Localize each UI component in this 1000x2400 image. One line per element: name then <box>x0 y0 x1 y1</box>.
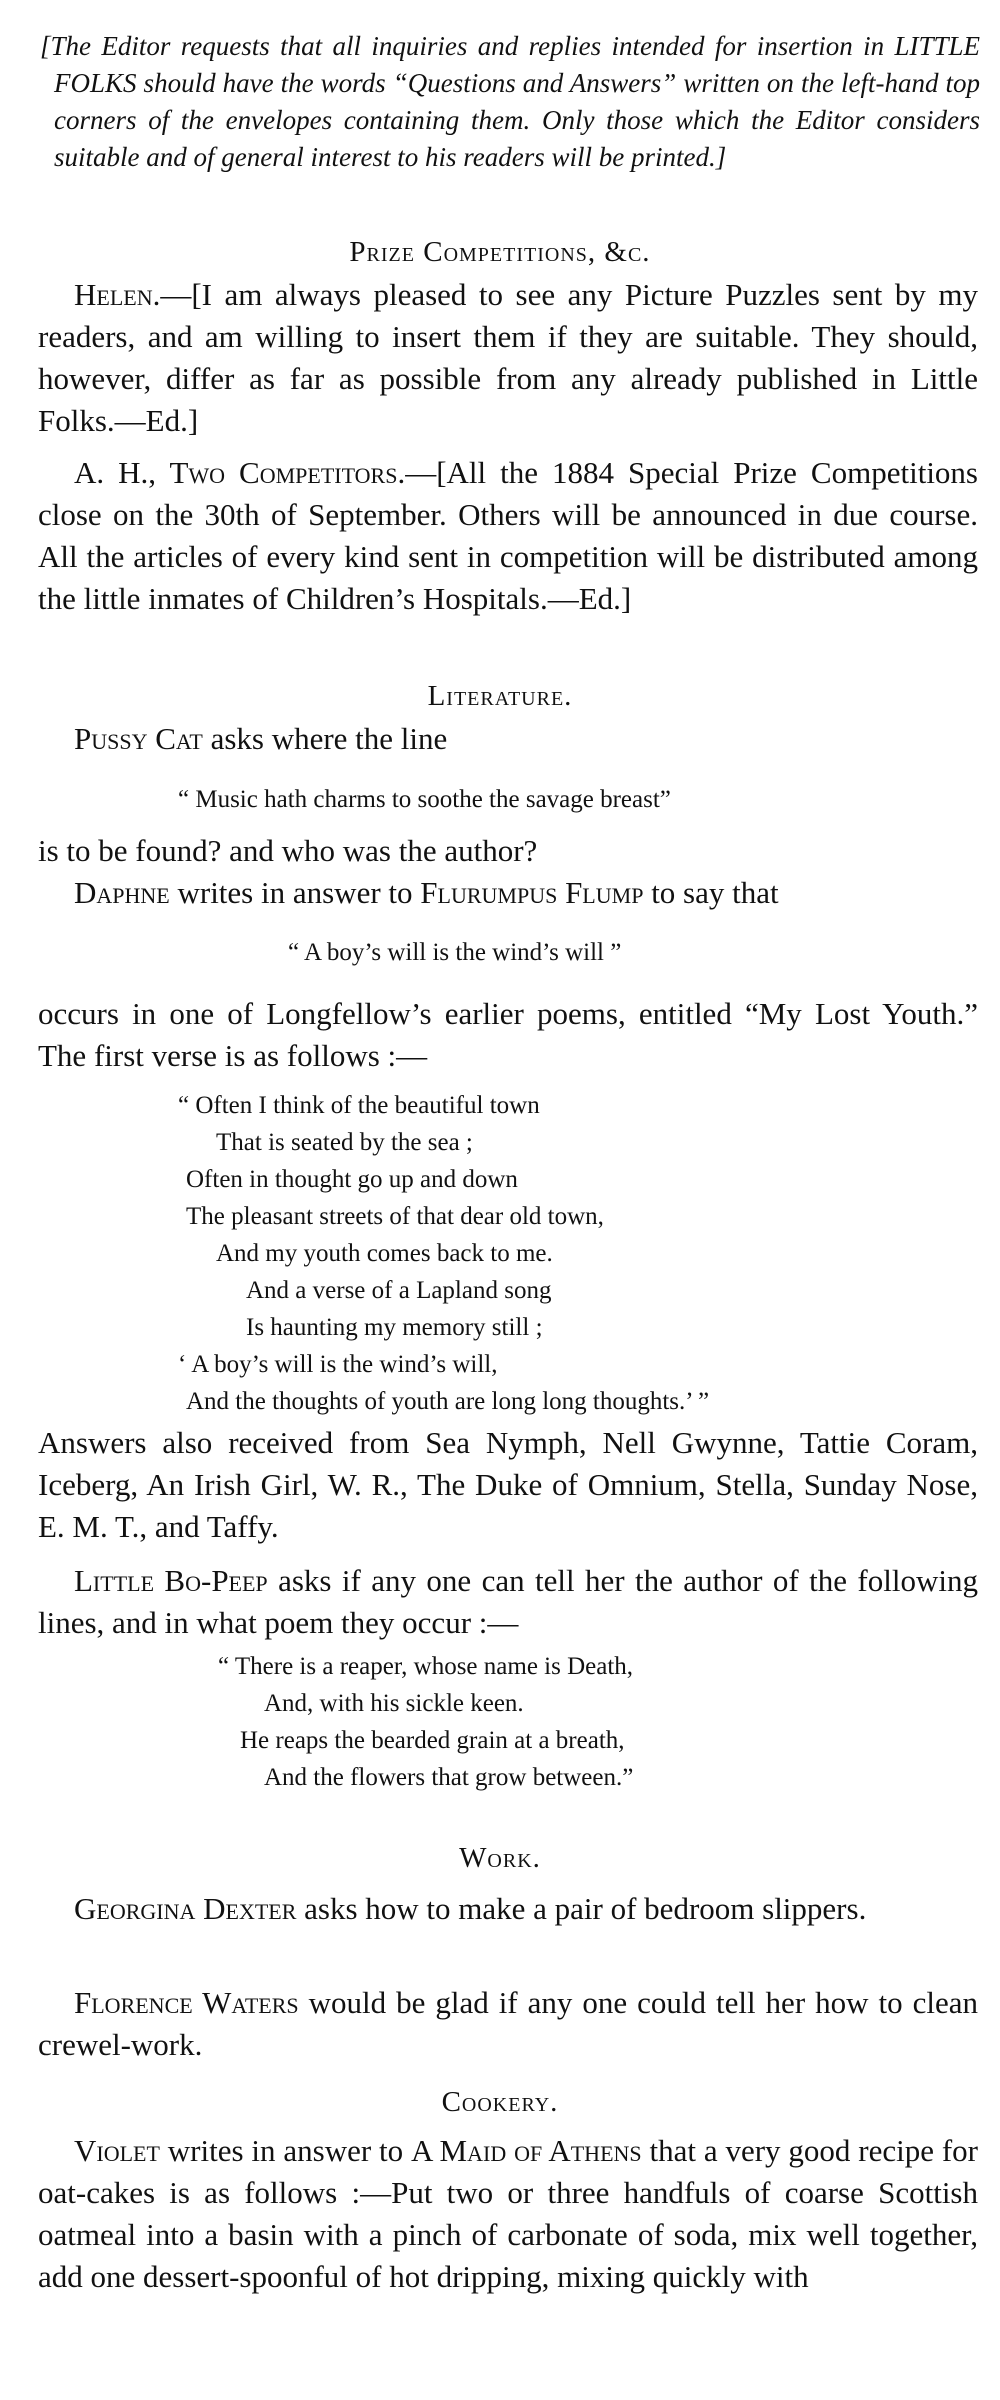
paragraph-daphne <box>38 872 978 914</box>
paragraph-text: asks if any one can tell her the author of the following lines, and in what poem they occur :— <box>38 1563 978 1640</box>
correspondent-name: A Maid of Athens <box>411 2133 642 2168</box>
heading-prize-competitions: Prize Competitions, &c. <box>349 236 651 268</box>
paragraph-text: to say that <box>643 875 779 910</box>
poem-line: And, with his sickle keen. <box>264 1690 524 1717</box>
paragraph-violet <box>38 2130 978 2298</box>
correspondent-name: Little Bo-Peep <box>74 1563 268 1598</box>
correspondent-name: A. H., Two Competitors. <box>74 455 406 490</box>
correspondent-name: Flurumpus Flump <box>420 875 644 910</box>
poem-line: Is haunting my memory still ; <box>246 1314 543 1341</box>
heading-literature: Literature. <box>427 680 573 712</box>
paragraph-daphne-continued: occurs in one of Longfellow’s earlier poems, entitled “My Lost Youth.” The first verse is as follows :— <box>38 996 978 1073</box>
paragraph-text: asks how to make a pair of bedroom slippers. <box>296 1891 867 1926</box>
poem-line: ‘ A boy’s will is the wind’s will, <box>178 1351 498 1378</box>
quote-a-boys-will: “ A boy’s will is the wind’s will ” <box>288 939 622 966</box>
heading-cookery: Cookery. <box>441 2086 559 2118</box>
paragraph-little-bo-peep <box>38 1560 978 1644</box>
paragraph-text: —[All the 1884 Special Prize Competitions close on the 30th of September. Others will be announced in due course. All the articles of every kind sent in competition will be distributed among the little inmates of Children’s Hospitals.—Ed.] <box>38 455 978 616</box>
poem-line: The pleasant streets of that dear old town, <box>186 1203 604 1230</box>
paragraph-answers-received: Answers also received from Sea Nymph, Nell Gwynne, Tattie Coram, Iceberg, An Irish Girl, W. R., The Duke of Omnium, Stella, Sunday Nose, E. M. T., and Taffy. <box>38 1425 978 1544</box>
poem-line: He reaps the bearded grain at a breath, <box>240 1727 625 1754</box>
poem-line: That is seated by the sea ; <box>216 1129 473 1156</box>
poem-line: And the thoughts of youth are long long thoughts.’ ” <box>186 1388 710 1415</box>
correspondent-name: Georgina Dexter <box>74 1891 297 1926</box>
paragraph-text: writes in answer to <box>159 2133 412 2168</box>
quote-music-hath-charms: “ Music hath charms to soothe the savage breast” <box>178 786 671 813</box>
poem-the-reaper <box>218 1648 633 1796</box>
correspondent-name: Violet <box>74 2133 160 2168</box>
paragraph-georgina-dexter <box>38 1888 978 1930</box>
paragraph-florence-waters <box>38 1982 978 2066</box>
paragraph-pussy-cat-continued: is to be found? and who was the author? <box>38 833 538 868</box>
poem-line: And my youth comes back to me. <box>216 1240 553 1267</box>
correspondent-name: Pussy Cat <box>74 721 203 756</box>
correspondent-name: Florence Waters <box>74 1985 299 2020</box>
paragraph-helen <box>38 274 978 442</box>
poem-line: And a verse of a Lapland song <box>246 1277 552 1304</box>
paragraph-two-competitors <box>38 452 978 620</box>
poem-line: “ Often I think of the beautiful town <box>178 1092 540 1119</box>
correspondent-name: Daphne <box>74 875 170 910</box>
poem-line: And the flowers that grow between.” <box>264 1764 634 1791</box>
paragraph-text: —[I am always pleased to see any Picture Puzzles sent by my readers, and am willing to insert them if they are suitable. They should, however, differ as far as possible from any already published in Little Folks.—Ed.] <box>38 277 978 438</box>
paragraph-text: writes in answer to <box>169 875 421 910</box>
poem-line: “ There is a reaper, whose name is Death, <box>218 1653 634 1680</box>
paragraph-text: asks where the line <box>202 721 448 756</box>
heading-work: Work. <box>459 1842 541 1874</box>
paragraph-text: that a very good recipe for oat-cakes is as follows :—Put two or three handfuls of coarse Scottish oatmeal into a basin with a pinch of carbonate of soda, mix well together, add one dessert-spoonful of hot dripping, mixing quickly with <box>38 2133 979 2294</box>
correspondent-name: Helen. <box>74 277 161 312</box>
paragraph-text: would be glad if any one could tell her how to clean crewel-work. <box>38 1985 978 2062</box>
paragraph-pussy-cat <box>38 718 978 760</box>
poem-line: Often in thought go up and down <box>186 1166 518 1193</box>
poem-my-lost-youth <box>178 1087 709 1420</box>
editor-note: [The Editor requests that all inquiries and replies intended for insertion in LITTLE FOLKS should have the words “Questions and Answers” written on the left-hand top corners of the envelopes containing them. Only those which the Editor considers suitable and of general interest to his readers will be printed.] <box>40 31 980 172</box>
